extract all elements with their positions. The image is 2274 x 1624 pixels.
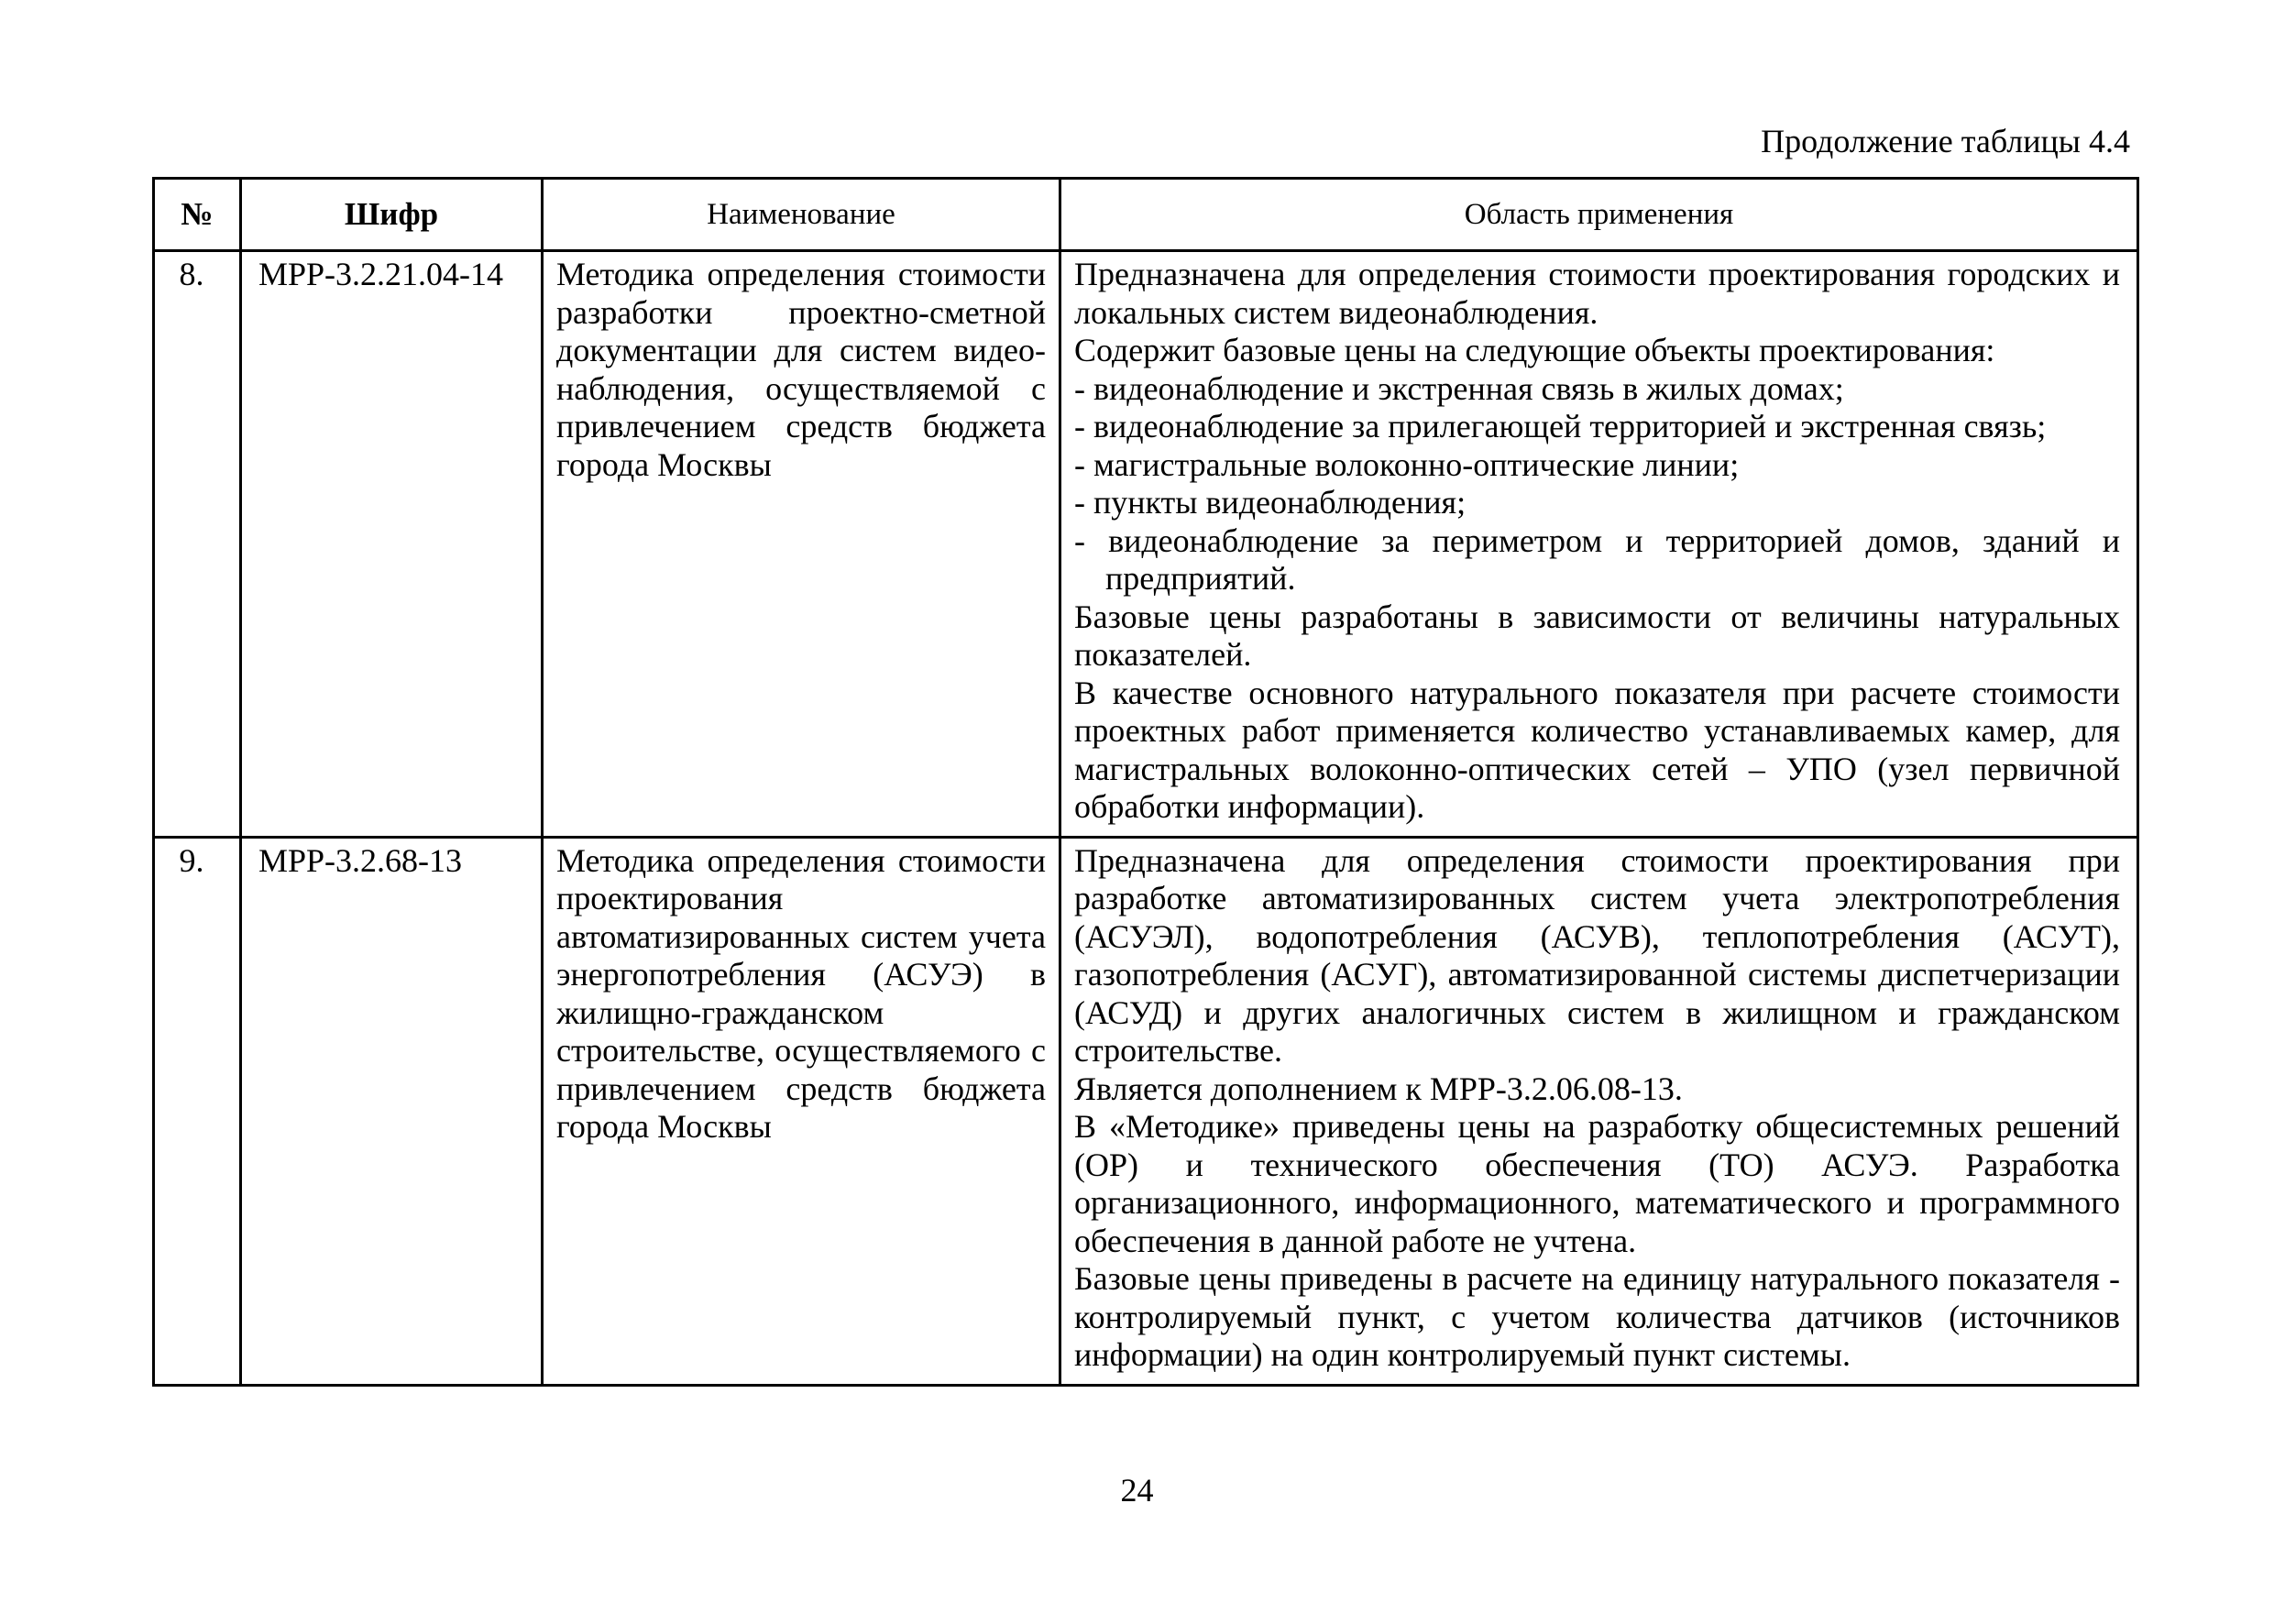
scope-paragraph: В «Методике» приведены цены на разработку общесистемных решений (ОР) и технического обеспечения (ТО) АСУЭ. Разработка организационного, информационного, математического и программного обеспечения в данной работе не учтена. [1074,1108,2120,1259]
row-num: 8. [154,251,241,838]
scope-list-item: - видеонаблюдение за прилегающей территорией и экстренная связь; [1074,408,2047,444]
scope-paragraph: Содержит базовые цены на следующие объекты проектирования: [1074,332,1995,368]
row-code: МРР-3.2.21.04-14 [241,251,543,838]
scope-paragraph: В качестве основного натурального показателя при расчете стоимости проектных работ применяется количество устанавливаемых камер, для магистральных волоконно-оптических сетей – УПО (узел первичной обработки информации). [1074,674,2120,825]
scope-paragraph: Базовые цены разработаны в зависимости от величины натуральных показателей. [1074,598,2120,673]
scope-paragraph: Базовые цены приведены в расчете на единицу натурального показателя - контролируемый пункт, с учетом количества датчиков (источников информации) на один контролируемый пункт системы. [1074,1260,2120,1373]
header-code: Шифр [241,179,543,251]
scope-paragraph: Предназначена для определения стоимости проектирования городских и локальных систем видеонаблюдения. [1074,256,2120,331]
table-row [154,837,2138,1385]
header-num: № [154,179,241,251]
row-scope [1060,837,2138,1385]
row-name: Методика определения стоимости проектирования автоматизированных систем учета энергопотребления (АСУЭ) в жилищно-гражданском строительстве, осуществляемого с привлечением средств бюджета города Москвы [543,837,1060,1385]
scope-paragraph: Предназначена для определения стоимости проектирования при разработке автоматизированных систем учета электропотребления (АСУЭЛ), водопотребления (АСУВ), теплопотребления (АСУТ), газопотребления (АСУГ), автоматизированной системы диспетчеризации (АСУД) и других аналогичных систем в жилищном и гражданском строительстве. [1074,841,2120,1069]
scope-list-item: - магистральные волоконно-оптические линии; [1074,445,1740,483]
page-number: 24 [1120,1472,1154,1509]
scope-list-item: - видеонаблюдение за периметром и территорией домов, зданий и предприятий. [1074,521,2120,597]
scope-paragraph: Является дополнением к МРР-3.2.06.08-13. [1074,1070,1683,1107]
header-scope: Область применения [1060,179,2138,251]
row-scope [1060,251,2138,838]
table-header-row [154,179,2138,251]
scope-list-item: - пункты видеонаблюдения; [1074,484,1467,521]
row-num: 9. [154,837,241,1385]
table-continuation-caption: Продолжение таблицы 4.4 [1761,123,2130,159]
header-name: Наименование [543,179,1060,251]
row-code: МРР-3.2.68-13 [241,837,543,1385]
table-row [154,251,2138,838]
row-name: Методика определения стоимости разработки проектно-сметной документации для систем видео-наблюдения, осуществляемой с привлечением средств бюджета города Москвы [543,251,1060,838]
scope-list-item: - видеонаблюдение и экстренная связь в жилых домах; [1074,369,1844,407]
methodology-table [152,177,2139,1387]
